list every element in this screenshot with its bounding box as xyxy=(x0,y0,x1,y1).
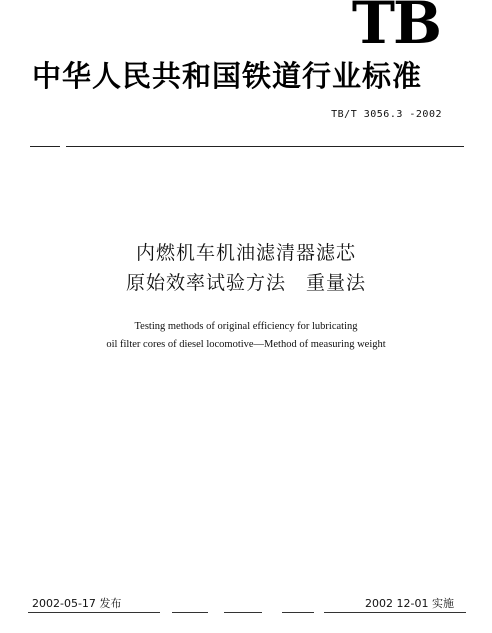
title-english-line-2: oil filter cores of diesel locomotive—Method of measuring weight xyxy=(106,339,386,350)
issue-label: 发布 xyxy=(99,597,122,610)
footer-divider-gap xyxy=(160,610,172,614)
issue-date-block xyxy=(32,598,121,609)
tb-logo: TB xyxy=(351,0,440,57)
implement-date-block xyxy=(365,598,454,609)
title-english-line-1: Testing methods of original efficiency for lubricating xyxy=(134,321,358,332)
footer-divider xyxy=(28,612,466,613)
footer-divider-gap xyxy=(314,610,324,614)
header-divider-gap xyxy=(60,144,66,149)
implement-label: 实施 xyxy=(432,597,454,610)
header-divider xyxy=(30,146,464,147)
title-chinese-line-1: 内燃机车机油滤清器滤芯 xyxy=(135,242,356,264)
standard-code: TB/T 3056.3 -2002 xyxy=(331,109,442,120)
footer-divider-gap xyxy=(262,610,282,614)
implement-date: 2002 12-01 xyxy=(365,597,429,610)
issue-date: 2002-05-17 xyxy=(32,597,96,610)
standard-category-title: 中华人民共和国铁道行业标准 xyxy=(32,59,423,93)
title-chinese-line-2: 原始效率试验方法 重量法 xyxy=(125,272,366,294)
footer-divider-gap xyxy=(208,610,224,614)
